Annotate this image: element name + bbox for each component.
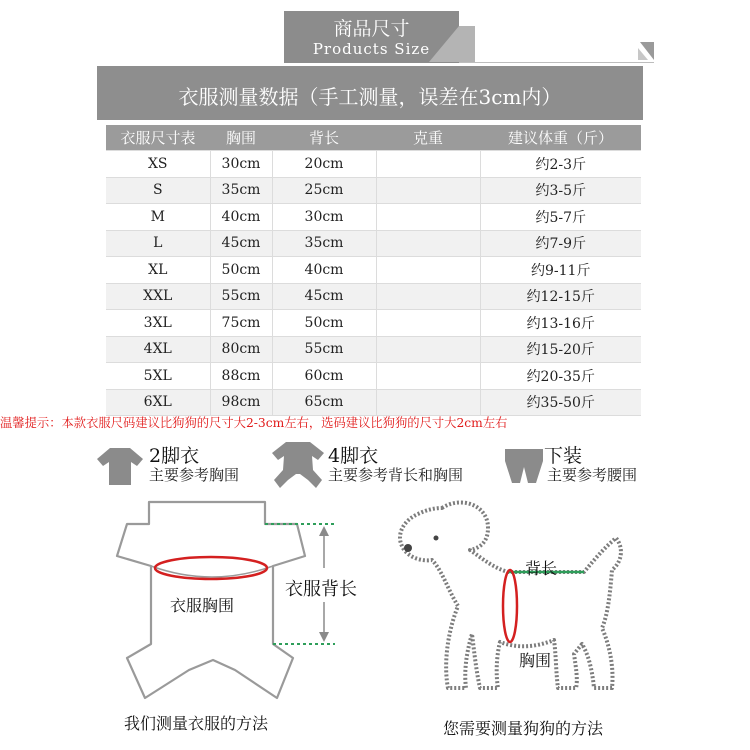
dog-back-label: 背长 xyxy=(525,559,558,578)
dog-caption: 您需要测量狗狗的方法 xyxy=(443,719,604,738)
gram-cell xyxy=(376,363,480,390)
table-row xyxy=(106,336,641,363)
weight-cell: 约3-5斤 xyxy=(480,177,641,204)
weight-cell: 约2-3斤 xyxy=(480,151,641,178)
back-length-cell: 55cm xyxy=(272,336,376,363)
garment-chest-label: 衣服胸围 xyxy=(170,596,235,615)
table-header-row xyxy=(106,125,641,151)
chest-cell: 88cm xyxy=(210,363,272,390)
back-length-cell: 20cm xyxy=(272,151,376,178)
dog-chest-label: 胸围 xyxy=(519,651,552,670)
pants-icon xyxy=(503,447,545,485)
table-row xyxy=(106,363,641,390)
chest-cell: 30cm xyxy=(210,151,272,178)
four-leg-suit-icon xyxy=(270,440,326,492)
weight-cell: 约5-7斤 xyxy=(480,204,641,231)
gram-cell xyxy=(376,310,480,337)
gram-cell xyxy=(376,257,480,284)
size-cell: XS xyxy=(106,151,210,178)
chest-cell: 35cm xyxy=(210,177,272,204)
back-length-cell: 45cm xyxy=(272,283,376,310)
size-cell: XL xyxy=(106,257,210,284)
back-length-cell: 35cm xyxy=(272,230,376,257)
header-title: 商品尺寸 xyxy=(333,18,410,40)
size-cell: M xyxy=(106,204,210,231)
type-name-pants: 下装 xyxy=(544,445,583,467)
column-header: 克重 xyxy=(376,125,480,151)
column-header: 衣服尺寸表 xyxy=(106,125,210,151)
table-row xyxy=(106,389,641,416)
table-row xyxy=(106,151,641,178)
weight-cell: 约9-11斤 xyxy=(480,257,641,284)
table-row xyxy=(106,230,641,257)
type-desc-4leg: 主要参考背长和胸围 xyxy=(328,466,464,484)
size-cell: S xyxy=(106,177,210,204)
weight-cell: 约13-16斤 xyxy=(480,310,641,337)
type-name-2leg: 2脚衣 xyxy=(149,445,200,467)
weight-cell: 约15-20斤 xyxy=(480,336,641,363)
size-cell: 6XL xyxy=(106,389,210,416)
column-header: 胸围 xyxy=(210,125,272,151)
chest-cell: 40cm xyxy=(210,204,272,231)
table-row xyxy=(106,204,641,231)
table-row xyxy=(106,310,641,337)
type-name-4leg: 4脚衣 xyxy=(328,445,379,467)
back-length-cell: 50cm xyxy=(272,310,376,337)
garment-caption: 我们测量衣服的方法 xyxy=(124,714,269,733)
size-cell: L xyxy=(106,230,210,257)
chest-cell: 75cm xyxy=(210,310,272,337)
dog-measure-diagram xyxy=(390,490,650,710)
header-rule xyxy=(459,62,654,63)
size-cell: 4XL xyxy=(106,336,210,363)
gram-cell xyxy=(376,177,480,204)
back-length-cell: 25cm xyxy=(272,177,376,204)
gram-cell xyxy=(376,336,480,363)
back-length-cell: 40cm xyxy=(272,257,376,284)
measurement-banner-text: 衣服测量数据（手工测量，误差在3cm内） xyxy=(178,85,562,109)
gram-cell xyxy=(376,204,480,231)
gram-cell xyxy=(376,283,480,310)
size-cell: 3XL xyxy=(106,310,210,337)
two-leg-shirt-icon xyxy=(96,446,144,488)
back-length-cell: 65cm xyxy=(272,389,376,416)
column-header: 建议体重（斤） xyxy=(480,125,641,151)
chest-cell: 98cm xyxy=(210,389,272,416)
weight-cell: 约7-9斤 xyxy=(480,230,641,257)
back-length-cell: 60cm xyxy=(272,363,376,390)
type-desc-pants: 主要参考腰围 xyxy=(547,466,638,484)
chest-cell: 55cm xyxy=(210,283,272,310)
weight-cell: 约12-15斤 xyxy=(480,283,641,310)
type-desc-2leg: 主要参考胸围 xyxy=(149,466,240,484)
size-table xyxy=(106,125,641,416)
chest-cell: 45cm xyxy=(210,230,272,257)
weight-cell: 约20-35斤 xyxy=(480,363,641,390)
header-subtitle: Products Size xyxy=(312,40,431,58)
gram-cell xyxy=(376,389,480,416)
table-row xyxy=(106,283,641,310)
weight-cell: 约35-50斤 xyxy=(480,389,641,416)
back-length-cell: 30cm xyxy=(272,204,376,231)
gram-cell xyxy=(376,230,480,257)
size-cell: XXL xyxy=(106,283,210,310)
chest-cell: 80cm xyxy=(210,336,272,363)
table-row xyxy=(106,257,641,284)
corner-mark-icon xyxy=(636,40,656,62)
chest-cell: 50cm xyxy=(210,257,272,284)
gram-cell xyxy=(376,151,480,178)
size-cell: 5XL xyxy=(106,363,210,390)
table-row xyxy=(106,177,641,204)
garment-back-label: 衣服背长 xyxy=(285,579,357,600)
size-tip: 温馨提示：本款衣服尺码建议比狗狗的尺寸大2-3cm左右，选码建议比狗狗的尺寸大2cm左右 xyxy=(0,416,508,430)
column-header: 背长 xyxy=(272,125,376,151)
